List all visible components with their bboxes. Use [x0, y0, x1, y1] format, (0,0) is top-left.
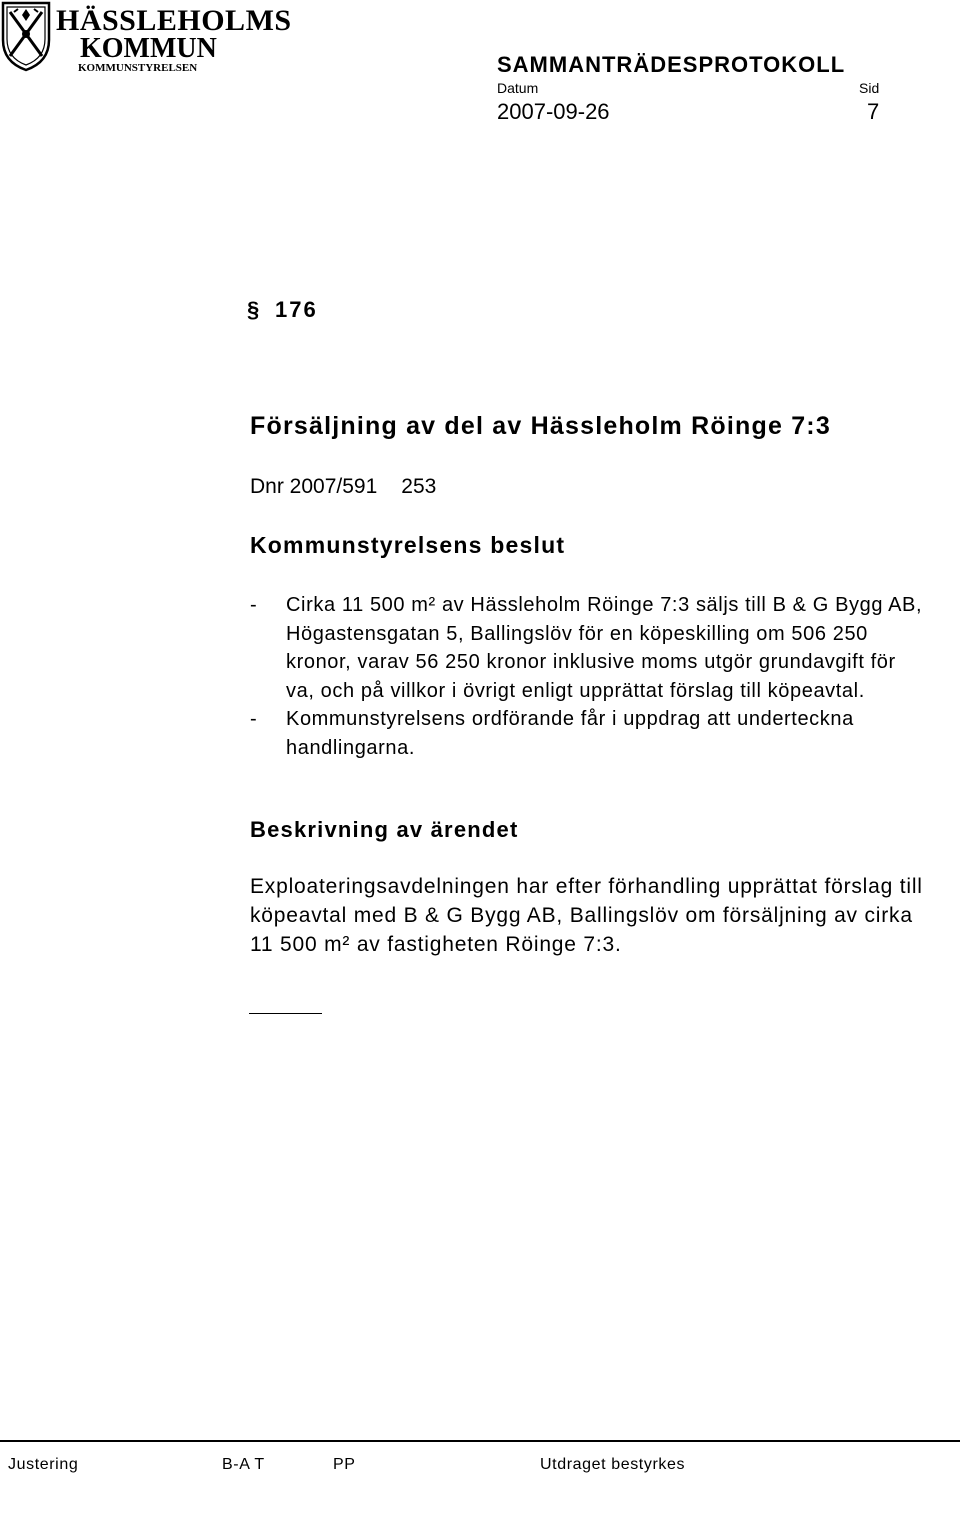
end-divider: [249, 1013, 322, 1014]
logo-name-line1: HÄSSLEHOLMS: [56, 4, 292, 37]
paragraph-number-value: 176: [275, 297, 318, 322]
decision-heading: Kommunstyrelsens beslut: [250, 532, 566, 558]
page-value: 7: [867, 99, 880, 124]
document-type: SAMMANTRÄDESPROTOKOLL: [497, 52, 846, 77]
decision-item-text: Kommunstyrelsens ordförande får i uppdrag att underteckna handlingarna.: [286, 708, 854, 759]
case-reference: [250, 475, 436, 499]
decision-item: [250, 591, 930, 705]
footer-divider: [0, 1440, 960, 1442]
case-title: Försäljning av del av Hässleholm Röinge 7:3: [250, 412, 831, 440]
footer-initials-1: B-A T: [222, 1456, 265, 1473]
footer-certified: Utdraget bestyrkes: [540, 1456, 686, 1473]
decision-item: [250, 705, 930, 762]
footer-initials-2: PP: [333, 1456, 356, 1473]
decision-bullet: -: [250, 594, 258, 616]
logo-name-line2: KOMMUN: [80, 33, 217, 64]
footer-justering: Justering: [8, 1456, 79, 1473]
dnr-code: 253: [401, 475, 437, 498]
logo-subtitle: KOMMUNSTYRELSEN: [78, 62, 198, 74]
coat-of-arms-icon: [0, 0, 52, 72]
decision-list: [250, 591, 930, 763]
municipality-logo: [0, 0, 292, 80]
dnr-label: Dnr 2007/591: [250, 475, 378, 498]
description-heading: Beskrivning av ärendet: [250, 817, 519, 842]
decision-item-text: Cirka 11 500 m² av Hässleholm Röinge 7:3 säljs till B & G Bygg AB, Högastensgatan 5, Ballingslöv för en köpeskilling om 506 250 kronor, varav 56 250 kronor inklusive moms utgör grundavgift för va, och på villkor i övrigt enligt upprättat förslag till köpeavtal.: [286, 594, 923, 702]
date-label: Datum: [497, 80, 539, 96]
description-text: Exploateringsavdelningen har efter förhandling upprättat förslag till köpeavtal med B & G Bygg AB, Ballingslöv om försäljning av cirka 11 500 m² av fastigheten Röinge 7:3.: [250, 875, 923, 956]
paragraph-number: [247, 297, 318, 323]
page-label: Sid: [859, 80, 880, 96]
paragraph-symbol: §: [247, 297, 262, 322]
decision-bullet: -: [250, 708, 258, 731]
date-value: 2007-09-26: [497, 99, 610, 124]
